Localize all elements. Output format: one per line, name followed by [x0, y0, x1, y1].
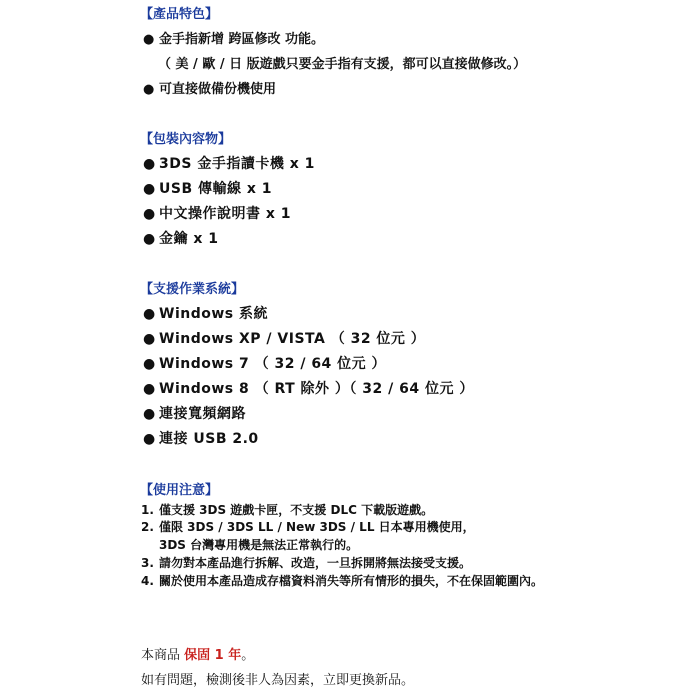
notes-item-text: 僅限 3DS / 3DS LL / New 3DS / LL 日本專用機使用， — [159, 520, 475, 534]
replacement-note: 如有問題，檢測後非人為因素，立即更換新品。 — [141, 673, 415, 688]
os-item — [143, 355, 386, 373]
bullet-icon: ● — [143, 306, 156, 322]
os-item — [143, 330, 425, 348]
bullet-icon: ● — [143, 406, 156, 422]
bullet-icon: ● — [143, 206, 156, 222]
features-item-text: 可直接做備份機使用 — [159, 82, 277, 97]
os-item-text: 連接寬頻網路 — [159, 406, 246, 422]
package-item-text: 中文操作說明書 x 1 — [159, 206, 292, 222]
os-item-text: 連接 USB 2.0 — [159, 431, 259, 447]
features-item — [143, 31, 324, 49]
warranty-line — [141, 647, 254, 665]
package-item-text: USB 傳輸線 x 1 — [159, 181, 273, 197]
notes-item — [141, 501, 433, 519]
notes-heading: 【使用注意】 — [140, 483, 219, 498]
warranty-period: 保固 1 年 — [184, 648, 242, 663]
os-item-text: Windows 8 （ RT 除外 ）（ 32 / 64 位元 ） — [159, 381, 474, 397]
notes-item — [141, 572, 543, 590]
warranty-prefix: 本商品 — [141, 648, 185, 663]
os-item — [143, 305, 268, 323]
bullet-icon: ● — [143, 231, 156, 247]
notes-item-continuation — [159, 536, 358, 554]
package-item — [143, 155, 315, 173]
notes-item-text: 僅支援 3DS 遊戲卡匣，不支援 DLC 下載版遊戲。 — [159, 503, 434, 517]
package-heading: 【包裝內容物】 — [140, 132, 232, 147]
os-item — [143, 405, 246, 423]
notes-item-text: 關於使用本產品造成存檔資料消失等所有情形的損失，不在保固範圍內。 — [159, 574, 544, 588]
notes-item-text: 3DS 台灣專用機是無法正常執行的。 — [159, 538, 359, 552]
package-item-text: 金鑰 x 1 — [159, 231, 219, 247]
features-heading: 【產品特色】 — [140, 7, 219, 22]
features-note: （ 美 / 歐 / 日 版遊戲只要金手指有支援，都可以直接做修改。） — [158, 57, 527, 72]
bullet-icon: ● — [143, 356, 156, 372]
warranty-suffix: 。 — [241, 648, 255, 663]
os-item — [143, 430, 259, 448]
package-item — [143, 205, 291, 223]
notes-item — [141, 518, 475, 536]
package-item — [143, 180, 272, 198]
notes-item-number: 1. — [141, 503, 154, 517]
features-item — [143, 81, 276, 99]
notes-item-number: 4. — [141, 574, 154, 588]
os-item — [143, 380, 474, 398]
features-item-text: 金手指新增 跨區修改 功能。 — [159, 32, 325, 47]
os-item-text: Windows 7 （ 32 / 64 位元 ） — [159, 356, 387, 372]
os-heading: 【支援作業系統】 — [140, 282, 245, 297]
notes-item — [141, 554, 471, 572]
bullet-icon: ● — [143, 431, 156, 447]
bullet-icon: ● — [143, 82, 155, 97]
package-item-text: 3DS 金手指讀卡機 x 1 — [159, 156, 315, 172]
package-item — [143, 230, 219, 248]
bullet-icon: ● — [143, 32, 155, 47]
bullet-icon: ● — [143, 181, 156, 197]
notes-item-text: 請勿對本產品進行拆解、改造，一旦拆開將無法接受支援。 — [159, 556, 472, 570]
notes-item-number: 2. — [141, 520, 154, 534]
os-item-text: Windows XP / VISTA （ 32 位元 ） — [159, 331, 426, 347]
bullet-icon: ● — [143, 381, 156, 397]
notes-item-number: 3. — [141, 556, 154, 570]
bullet-icon: ● — [143, 156, 156, 172]
bullet-icon: ● — [143, 331, 156, 347]
os-item-text: Windows 系統 — [159, 306, 268, 322]
